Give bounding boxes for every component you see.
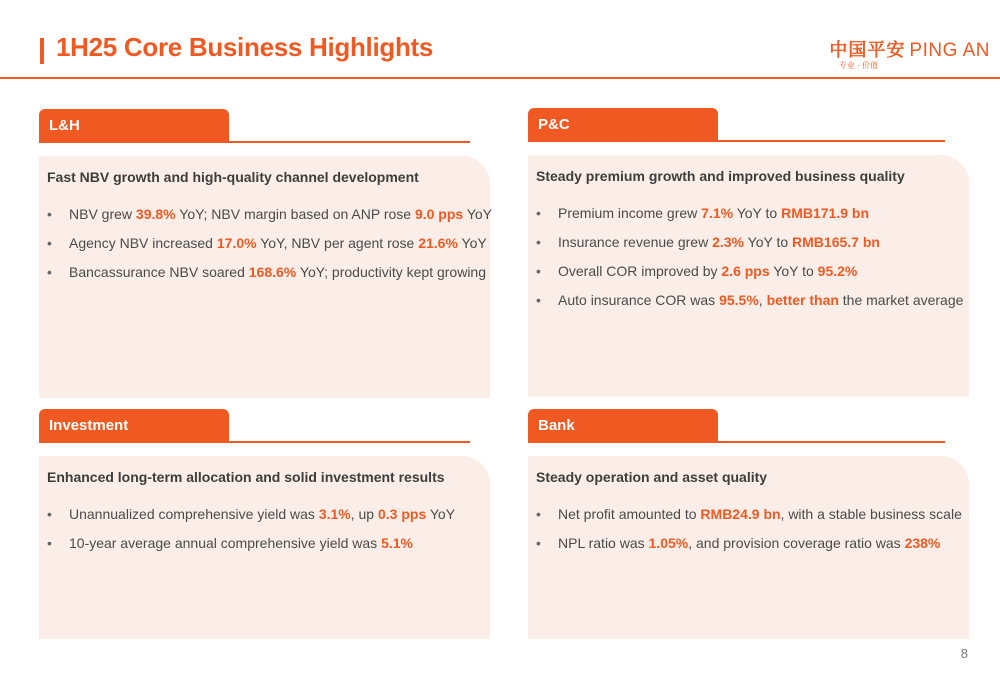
bullet-item: • Bancassurance NBV soared 168.6% YoY; productivity kept growing (47, 264, 492, 293)
title-accent-bar (40, 38, 44, 64)
panel-divider (39, 141, 470, 143)
page-number: 8 (960, 646, 968, 661)
panel-divider (39, 441, 470, 443)
bullet-item: • Overall COR improved by 2.6 pps YoY to 95.2% (536, 263, 963, 292)
bullet-list (536, 506, 962, 564)
panel-body (528, 456, 969, 639)
page-title: 1H25 Core Business Highlights (56, 32, 434, 62)
panel-subtitle: Steady operation and asset quality (536, 469, 768, 485)
header-divider (0, 77, 1000, 79)
panel-tab-label: P&C (538, 116, 570, 133)
panel-tab-investment (39, 409, 229, 441)
bullet-item: • Auto insurance COR was 95.5%, better than the market average (536, 292, 963, 321)
bullet-item: • Net profit amounted to RMB24.9 bn, with a stable business scale (536, 506, 962, 535)
bullet-list (47, 206, 492, 293)
panel-tab-label: Investment (49, 417, 129, 434)
logo-tagline: 专业 · 价值 (838, 61, 878, 70)
logo-chinese-text: 中国平安 (829, 40, 906, 60)
bullet-item: • NPL ratio was 1.05%, and provision coverage ratio was 238% (536, 535, 962, 564)
panel-tab-pc (528, 108, 718, 140)
bullet-item: • 10-year average annual comprehensive yield was 5.1% (47, 535, 455, 564)
panel-tab-lh (39, 109, 229, 141)
panel-body (39, 456, 490, 639)
panel-divider (528, 441, 945, 443)
panel-body (39, 156, 493, 398)
bullet-item: • NBV grew 39.8% YoY; NBV margin based on ANP rose 9.0 pps YoY (47, 206, 492, 235)
panel-subtitle: Steady premium growth and improved business quality (536, 168, 905, 184)
bullet-item: • Insurance revenue grew 2.3% YoY to RMB165.7 bn (536, 234, 963, 263)
bullet-item: • Agency NBV increased 17.0% YoY, NBV per agent rose 21.6% YoY (47, 235, 492, 264)
bullet-list (47, 506, 455, 564)
panel-subtitle: Enhanced long-term allocation and solid investment results (47, 469, 445, 485)
logo-english-text: PING AN (909, 40, 990, 61)
bullet-list (536, 205, 963, 321)
bullet-item: • Premium income grew 7.1% YoY to RMB171.9 bn (536, 205, 963, 234)
panel-body (528, 155, 969, 397)
panel-subtitle: Fast NBV growth and high-quality channel development (47, 169, 419, 185)
panel-tab-label: Bank (538, 417, 575, 434)
bullet-item: • Unannualized comprehensive yield was 3.1%, up 0.3 pps YoY (47, 506, 455, 535)
panel-divider (528, 140, 945, 142)
ping-an-logo (820, 36, 990, 70)
panel-tab-bank (528, 409, 718, 441)
panel-tab-label: L&H (49, 117, 80, 134)
